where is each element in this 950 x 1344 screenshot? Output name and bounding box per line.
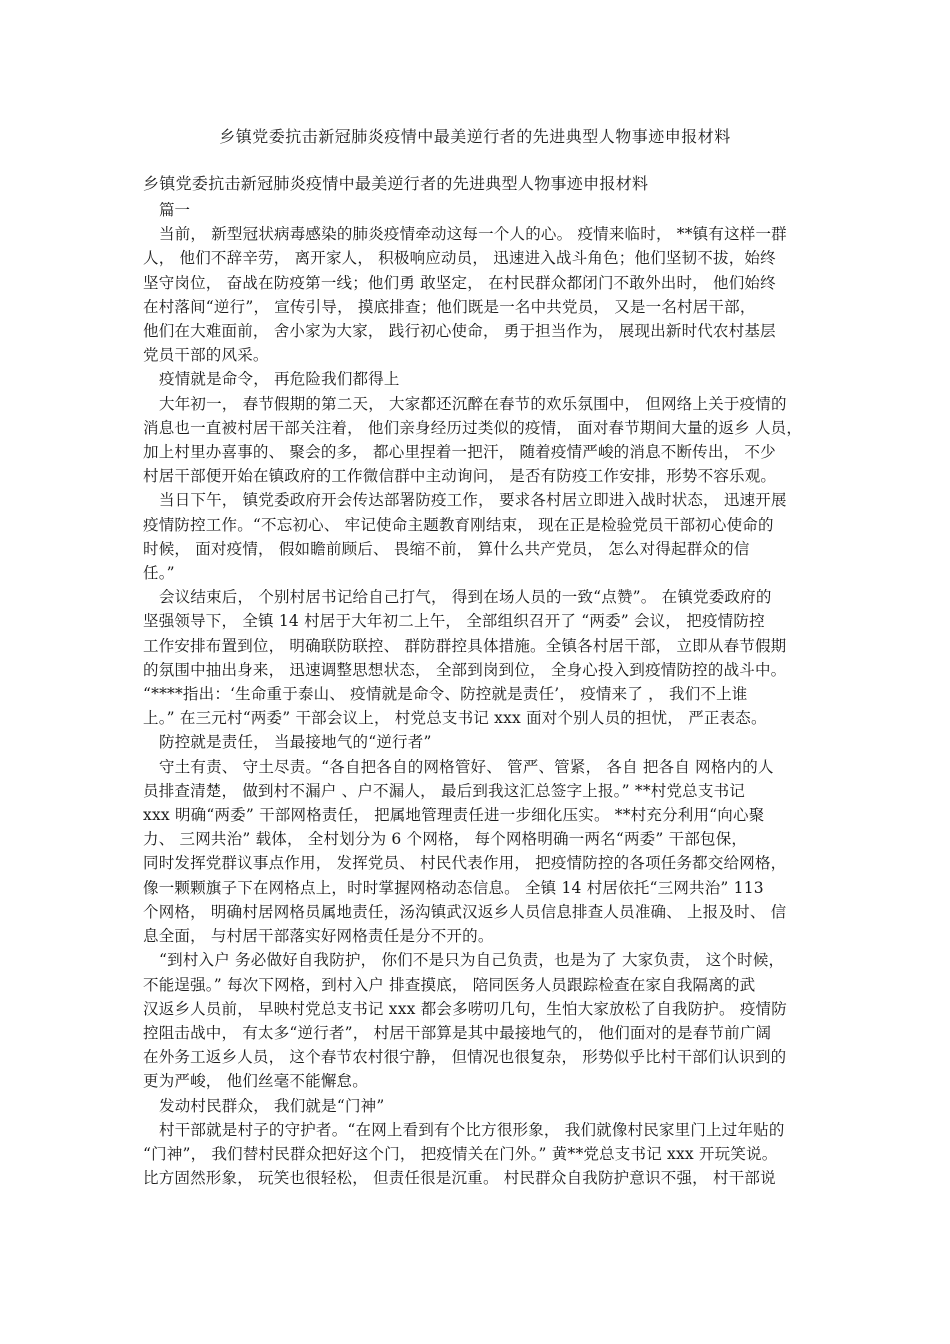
- paragraph-line: 更为严峻， 他们丝毫不能懈怠。: [143, 1072, 368, 1091]
- paragraph: [143, 948, 808, 1093]
- paragraph-line: 防控就是责任， 当最接地气的“逆行者”: [159, 733, 432, 752]
- paragraph: [143, 730, 808, 754]
- paragraph-line: 时候， 面对疫情， 假如瞻前顾后、 畏缩不前， 算什么共产党员， 怎么对得起群众的信: [143, 539, 750, 558]
- paragraph-line: 疫情防控工作。“不忘初心、 牢记使命主题教育刚结束， 现在正是检验党员干部初心使命的: [143, 515, 774, 534]
- paragraph: [143, 1118, 808, 1191]
- paragraph-line: “到村入户 务必做好自我防护， 你们不是只为自己负责，也是为了 大家负责， 这个时候，: [159, 951, 785, 970]
- paragraphs-container: [143, 222, 808, 1190]
- paragraph-line: 控阻击战中， 有太多“逆行者”， 村居干部算是其中最接地气的， 他们面对的是春节前广阔: [143, 1023, 772, 1042]
- paragraph-line: 会议结束后， 个别村居书记给自己打气， 得到在场人员的一致“点赞”。 在镇党委政府的: [159, 588, 772, 607]
- paragraph: [143, 392, 808, 489]
- paragraph-line: 发动村民群众， 我们就是“门神”: [159, 1096, 385, 1115]
- paragraph: [143, 222, 808, 367]
- paragraph-line: 村干部就是村子的守护者。“在网上看到有个比方很形象， 我们就像村民家里门上过年贴的: [159, 1120, 785, 1139]
- paragraph-line: 在外务工返乡人员， 这个春节农村很宁静， 但情况也很复杂， 形势似乎比村干部们认识到的: [143, 1048, 787, 1067]
- paragraph-line: 守土有责、 守土尽责。“各自把各自的网格管好、 管严、管紧， 各自 把各自 网格内的人: [159, 757, 774, 776]
- paragraph-line: 像一颗颗旗子下在网格点上，时时掌握网格动态信息。 全镇 14 村居依托“三网共治” 113: [143, 878, 764, 897]
- paragraph-line: 人， 他们不辞辛劳， 离开家人， 积极响应动员， 迅速进入战斗角色；他们坚韧不拔，始终: [143, 249, 776, 268]
- paragraph-line: 党员干部的风采。: [143, 346, 269, 365]
- paragraph-line: 消息也一直被村居干部关注着， 他们亲身经历过类似的疫情， 面对春节期间大量的返乡 人员，: [143, 418, 803, 437]
- paragraph-line: 比方固然形象， 玩笑也很轻松， 但责任很是沉重。 村民群众自我防护意识不强， 村干部说: [143, 1169, 776, 1188]
- paragraph-line: “****指出：‘生命重于泰山、 疫情就是命令、防控就是责任’， 疫情来了 ， 我们不上谁: [143, 685, 748, 704]
- paragraph-line: 村居干部便开始在镇政府的工作微信群中主动询问， 是否有防疫工作安排，形势不容乐观。: [143, 467, 777, 486]
- paragraph-line: “门神”， 我们替村民群众把好这个门， 把疫情关在门外。” 黄**党总支书记 xxx 开玩笑说。: [143, 1144, 778, 1163]
- paragraph: [143, 367, 808, 391]
- paragraph-line: 不能逞强。” 每次下网格，到村入户 排查摸底， 陪同医务人员跟踪检查在家自我隔离的武: [143, 975, 756, 994]
- paragraph-line: 的氛围中抽出身来， 迅速调整思想状态， 全部到岗到位， 全身心投入到疫情防控的战斗中。: [143, 660, 787, 679]
- paragraph: [143, 585, 808, 730]
- document-body: [143, 170, 808, 1190]
- paragraph-line: 坚强领导下， 全镇 14 村居于大年初二上午， 全部组织召开了 “两委” 会议， 把疫情防控: [143, 612, 765, 631]
- paragraph-line: 上。” 在三元村“两委” 干部会议上， 村党总支书记 xxx 面对个别人员的担忧， 严正表态。: [143, 709, 767, 728]
- paragraph-line: 同时发挥党群议事点作用， 发挥党员、 村民代表作用， 把疫情防控的各项任务都交给网格，: [143, 854, 787, 873]
- paragraph-line: 汉返乡人员前， 早映村党总支书记 xxx 都会多唠叨几句，生怕大家放松了自我防护。 疫情防: [143, 999, 787, 1018]
- paragraph-line: 当前， 新型冠状病毒感染的肺炎疫情牵动这每一个人的心。 疫情来临时， **镇有这样一群: [159, 225, 787, 244]
- paragraph-line: 大年初一， 春节假期的第二天， 大家都还沉醉在春节的欢乐氛围中， 但网络上关于疫情的: [159, 394, 787, 413]
- paragraph-line: 当日下午， 镇党委政府开会传达部署防疫工作， 要求各村居立即进入战时状态， 迅速开展: [159, 491, 787, 510]
- paragraph: [143, 755, 808, 949]
- paragraph-line: xxx 明确“两委” 干部网格责任， 把属地管理责任进一步细化压实。 **村充分利用“向心聚: [143, 806, 765, 825]
- paragraph-line: 坚守岗位， 奋战在防疫第一线；他们勇 敢坚定， 在村民群众都闭门不敢外出时， 他们始终: [143, 273, 776, 292]
- paragraph-line: 员排查清楚， 做到村不漏户 、户不漏人， 最后到我这汇总签字上报。” **村党总支书记: [143, 781, 745, 800]
- paragraph-line: 任。”: [143, 564, 175, 583]
- paragraph-line: 个网格， 明确村居网格员属地责任，汤沟镇武汉返乡人员信息排查人员准确、 上报及时、 信: [143, 902, 787, 921]
- document-title: 乡镇党委抗击新冠肺炎疫情中最美逆行者的先进典型人物事迹申报材料: [219, 127, 731, 146]
- paragraph-line: 他们在大难面前， 舍小家为大家， 践行初心使命， 勇于担当作为， 展现出新时代农村基层: [143, 322, 776, 341]
- paragraph: [143, 488, 808, 585]
- section-label: 篇一: [159, 201, 191, 219]
- paragraph-line: 在村落间“逆行”， 宣传引导， 摸底排查；他们既是一名中共党员， 又是一名村居干部，: [143, 297, 756, 316]
- paragraph-line: 加上村里办喜事的、 聚会的多， 都心里捏着一把汗， 随着疫情严峻的消息不断传出， 不少: [143, 443, 776, 462]
- paragraph: [143, 1094, 808, 1118]
- paragraph-line: 疫情就是命令， 再危险我们都得上: [159, 370, 400, 389]
- paragraph-line: 工作安排布置到位， 明确联防联控、 群防群控具体措施。全镇各村居干部， 立即从春节假期: [143, 636, 787, 655]
- paragraph-line: 力、 三网共治” 载体， 全村划分为 6 个网格， 每个网格明确一两名“两委” 干部包保，: [143, 830, 748, 849]
- document-subtitle: 乡镇党委抗击新冠肺炎疫情中最美逆行者的先进典型人物事迹申报材料: [143, 174, 649, 193]
- paragraph-line: 息全面， 与村居干部落实好网格责任是分不开的。: [143, 927, 494, 946]
